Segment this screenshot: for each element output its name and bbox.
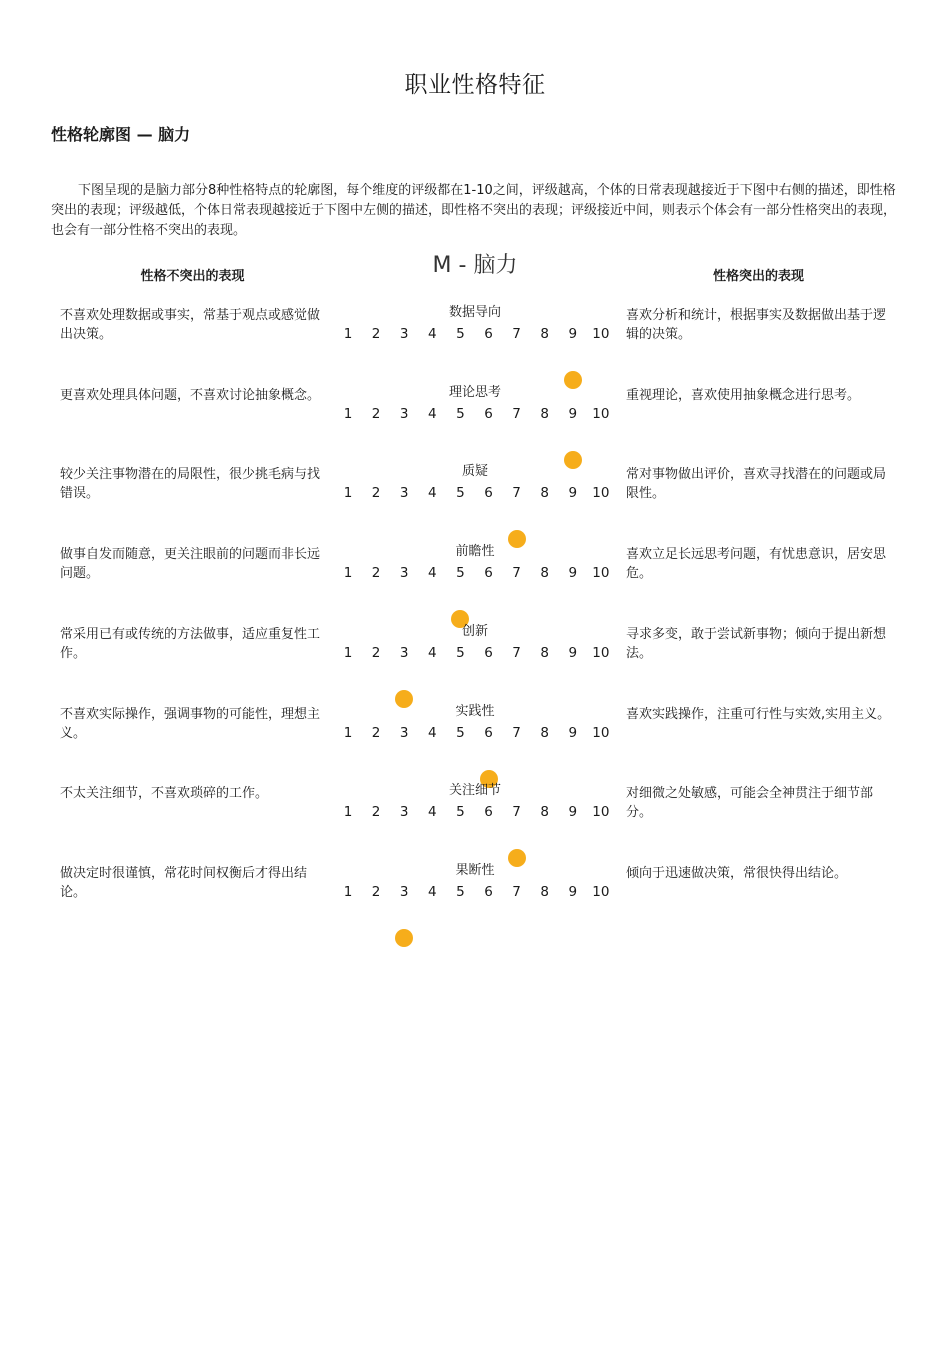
scale-tick-label: 2 <box>371 724 381 741</box>
scale-tick-label: 8 <box>540 565 549 582</box>
rating-scale <box>340 884 620 904</box>
scale-tick-label: 9 <box>568 326 578 342</box>
trait-low-description: 做事自发而随意，更关注眼前的问题而非长远问题。 <box>60 547 321 582</box>
scale-tick-label: 4 <box>428 804 437 821</box>
scale-tick-label: 3 <box>399 644 409 661</box>
scale-tick-label: 10 <box>592 485 610 502</box>
scale-tick-label: 8 <box>540 724 549 741</box>
rating-scale <box>340 326 620 346</box>
scale-tick-label: 1 <box>343 644 353 661</box>
scale-tick-label: 5 <box>456 883 465 900</box>
scale-tick-label: 9 <box>568 883 578 900</box>
scale-tick-label: 5 <box>456 405 465 422</box>
scale-tick-label: 2 <box>371 804 381 821</box>
trait-row <box>0 301 950 381</box>
scale-tick-label: 4 <box>428 724 437 741</box>
score-marker <box>395 929 413 947</box>
scale-tick-label: 9 <box>568 405 578 422</box>
trait-high-description: 喜欢实践操作，注重可行性与实效,实用主义。 <box>626 706 891 722</box>
scale-tick-label: 10 <box>592 724 610 741</box>
right-column-header: 性格突出的表现 <box>712 269 804 284</box>
trait-low-description: 不喜欢处理数据或事实，常基于观点或感觉做出决策。 <box>60 308 321 342</box>
scale-tick-label: 4 <box>428 405 437 422</box>
rating-scale <box>340 725 620 745</box>
scale-tick-label: 7 <box>512 883 521 900</box>
scale-tick-label: 5 <box>456 724 465 741</box>
scale-tick-label: 8 <box>540 485 549 502</box>
trait-low-description: 常采用已有或传统的方法做事，适应重复性工作。 <box>60 626 321 661</box>
trait-high-description: 喜欢分析和统计，根据事实及数据做出基于逻辑的决策。 <box>626 308 887 342</box>
rating-scale <box>340 645 620 665</box>
scale-tick-label: 4 <box>428 565 437 582</box>
scale-tick-label: 6 <box>484 326 493 342</box>
trait-high-description: 重视理论，喜欢使用抽象概念进行思考。 <box>626 387 861 403</box>
scale-tick-label: 6 <box>484 405 493 422</box>
scale-tick-label: 10 <box>592 565 610 582</box>
scale-tick-label: 3 <box>399 405 409 422</box>
page-title: 职业性格特征 <box>404 72 546 98</box>
scale-tick-label: 8 <box>540 883 549 900</box>
scale-tick-label: 9 <box>568 565 578 582</box>
scale-tick-label: 8 <box>540 405 549 422</box>
scale-tick-label: 6 <box>484 485 493 502</box>
rating-scale <box>340 406 620 426</box>
scale-tick-label: 4 <box>428 326 437 342</box>
intro-paragraph: 下图呈现的是脑力部分8种性格特点的轮廓图，每个维度的评级都在1-10之间，评级越高，个体的日常表现越接近于下图中右侧的描述，即性格突出的表现；评级越低，个体日常表现越接近于下图中左侧的描述，即性格不突出的表现；评级接近中间，则表示个体会有一部分性格突出的表现，也会有一部分性格不突出的表现。 <box>51 183 897 238</box>
scale-tick-label: 1 <box>343 804 353 821</box>
scale-tick-label: 1 <box>343 883 353 900</box>
scale-tick-label: 9 <box>568 804 578 821</box>
trait-low-description: 较少关注事物潜在的局限性，很少挑毛病与找错误。 <box>60 467 321 502</box>
rating-scale <box>340 485 620 505</box>
scale-tick-label: 1 <box>343 565 353 582</box>
scale-tick-label: 5 <box>456 565 465 582</box>
scale-tick-label: 3 <box>399 485 409 502</box>
trait-high-description: 对细微之处敏感，可能会全神贯注于细节部分。 <box>626 786 874 821</box>
scale-tick-label: 10 <box>592 883 610 900</box>
trait-name: 创新 <box>461 623 488 639</box>
trait-high-description: 倾向于迅速做决策，常很快得出结论。 <box>626 865 848 881</box>
rating-scale <box>340 804 620 824</box>
scale-tick-label: 9 <box>568 485 578 502</box>
rating-scale <box>340 565 620 585</box>
chart-title: M - 脑力 <box>432 253 518 278</box>
left-column-header: 性格不突出的表现 <box>140 269 245 284</box>
trait-name: 理论思考 <box>448 384 501 400</box>
scale-tick-label: 10 <box>592 326 610 342</box>
scale-tick-label: 7 <box>512 644 521 661</box>
trait-low-description: 做决定时很谨慎，常花时间权衡后才得出结论。 <box>60 865 308 900</box>
scale-tick-label: 5 <box>456 804 465 821</box>
scale-tick-label: 5 <box>456 644 465 661</box>
scale-tick-label: 8 <box>540 644 549 661</box>
scale-tick-label: 6 <box>484 883 493 900</box>
scale-tick-label: 10 <box>592 644 610 661</box>
trait-row <box>0 859 950 939</box>
scale-tick-label: 6 <box>484 804 493 821</box>
trait-name: 质疑 <box>461 464 488 480</box>
trait-low-description: 不太关注细节，不喜欢琐碎的工作。 <box>60 786 269 802</box>
trait-row <box>0 460 950 540</box>
scale-tick-label: 7 <box>512 326 521 342</box>
trait-high-description: 寻求多变，敢于尝试新事物；倾向于提出新想法。 <box>626 626 887 661</box>
scale-tick-label: 6 <box>484 724 493 741</box>
scale-tick-label: 6 <box>484 565 493 582</box>
trait-low-description: 不喜欢实际操作，强调事物的可能性，理想主义。 <box>60 706 321 741</box>
trait-high-description: 常对事物做出评价，喜欢寻找潜在的问题或局限性。 <box>626 467 887 502</box>
scale-tick-label: 5 <box>456 326 465 342</box>
scale-tick-label: 3 <box>399 724 409 741</box>
scale-tick-label: 7 <box>512 804 521 821</box>
scale-tick-label: 3 <box>399 804 409 821</box>
scale-tick-label: 7 <box>512 405 521 422</box>
trait-name: 关注细节 <box>448 783 501 799</box>
scale-tick-label: 6 <box>484 644 493 661</box>
scale-tick-label: 2 <box>371 405 381 422</box>
scale-tick-label: 1 <box>343 326 353 342</box>
trait-name: 前瞻性 <box>455 544 495 560</box>
scale-tick-label: 9 <box>568 724 578 741</box>
trait-row <box>0 700 950 780</box>
trait-row <box>0 779 950 859</box>
section-heading: 性格轮廓图 — 脑力 <box>51 125 191 144</box>
scale-tick-label: 10 <box>592 804 610 821</box>
trait-name: 实践性 <box>455 703 495 719</box>
scale-tick-label: 1 <box>343 485 353 502</box>
scale-tick-label: 10 <box>592 405 610 422</box>
scale-tick-label: 7 <box>512 724 521 741</box>
scale-tick-label: 5 <box>456 485 465 502</box>
scale-tick-label: 2 <box>371 326 381 342</box>
scale-tick-label: 7 <box>512 565 521 582</box>
scale-tick-label: 4 <box>428 644 437 661</box>
scale-tick-label: 4 <box>428 883 437 900</box>
scale-tick-label: 8 <box>540 326 549 342</box>
scale-tick-label: 7 <box>512 485 521 502</box>
trait-name: 数据导向 <box>448 305 501 320</box>
scale-tick-label: 3 <box>399 565 409 582</box>
trait-row <box>0 381 950 461</box>
scale-tick-label: 2 <box>371 565 381 582</box>
scale-tick-label: 1 <box>343 724 353 741</box>
trait-row <box>0 540 950 620</box>
scale-tick-label: 2 <box>371 883 381 900</box>
scale-tick-label: 2 <box>371 644 381 661</box>
trait-name: 果断性 <box>455 862 495 878</box>
scale-tick-label: 8 <box>540 804 549 821</box>
scale-tick-label: 2 <box>371 485 381 502</box>
trait-low-description: 更喜欢处理具体问题，不喜欢讨论抽象概念。 <box>60 387 321 403</box>
trait-row <box>0 620 950 700</box>
scale-tick-label: 4 <box>428 485 437 502</box>
trait-high-description: 喜欢立足长远思考问题，有忧患意识，居安思危。 <box>626 547 887 582</box>
scale-tick-label: 9 <box>568 644 578 661</box>
scale-tick-label: 1 <box>343 405 353 422</box>
scale-tick-label: 3 <box>399 883 409 900</box>
scale-tick-label: 3 <box>399 326 409 342</box>
